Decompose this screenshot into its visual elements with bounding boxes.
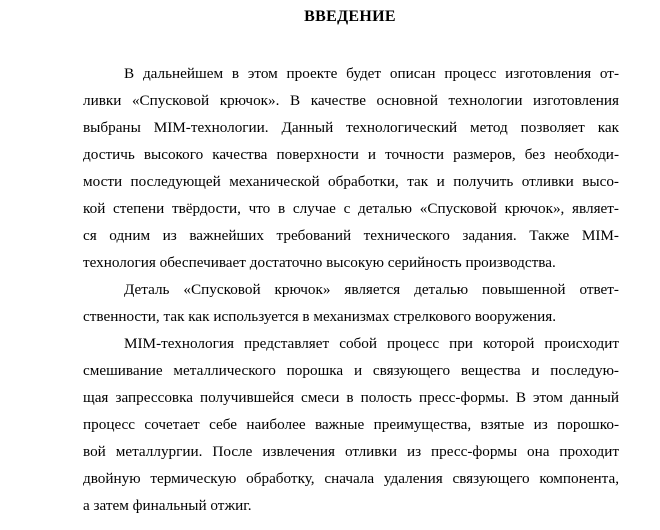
paragraph-1-line-4: достичь высокого качества поверхности и точности размеров, без необходи- (83, 146, 619, 163)
section-heading: ВВЕДЕНИЕ (304, 8, 396, 25)
paragraph-2-line-2: ственности, так как используется в механизмах стрелкового вооружения. (83, 308, 557, 325)
paragraph-1-line-7: ся одним из важнейших требований технического задания. Также MIM- (83, 227, 619, 244)
paragraph-1-line-5: мости последующей механической обработки, так и получить отливки высо- (83, 173, 619, 190)
paragraph-3-line-3: щая запрессовка получившейся смеси в полость пресс-формы. В этом данный (83, 389, 619, 406)
paragraph-1-line-8: технология обеспечивает достаточно высокую серийность производства. (83, 254, 556, 271)
paragraph-3-line-5: вой металлургии. После извлечения отливки из пресс-формы она проходит (83, 443, 619, 460)
paragraph-3-line-2: смешивание металлического порошка и связующего вещества и последую- (83, 362, 619, 379)
paragraph-3-line-7: а затем финальный отжиг. (83, 497, 252, 514)
paragraph-3-line-6: двойную термическую обработку, сначала удаления связующего компонента, (83, 470, 619, 487)
paragraph-3-line-1: MIM-технология представляет собой процесс при которой происходит (124, 335, 619, 352)
paragraph-1-line-2: ливки «Спусковой крючок». В качестве основной технологии изготовления (83, 92, 619, 109)
paragraph-1-line-1: В дальнейшем в этом проекте будет описан процесс изготовления от- (124, 65, 619, 82)
paragraph-2-line-1: Деталь «Спусковой крючок» является деталью повышенной ответ- (124, 281, 619, 298)
paragraph-1-line-3: выбраны MIM-технологии. Данный технологический метод позволяет как (83, 119, 619, 136)
paragraph-3-line-4: процесс сочетает себе наиболее важные преимущества, взятые из порошко- (83, 416, 619, 433)
paragraph-1-line-6: кой степени твёрдости, что в случае с деталью «Спусковой крючок», являет- (83, 200, 619, 217)
